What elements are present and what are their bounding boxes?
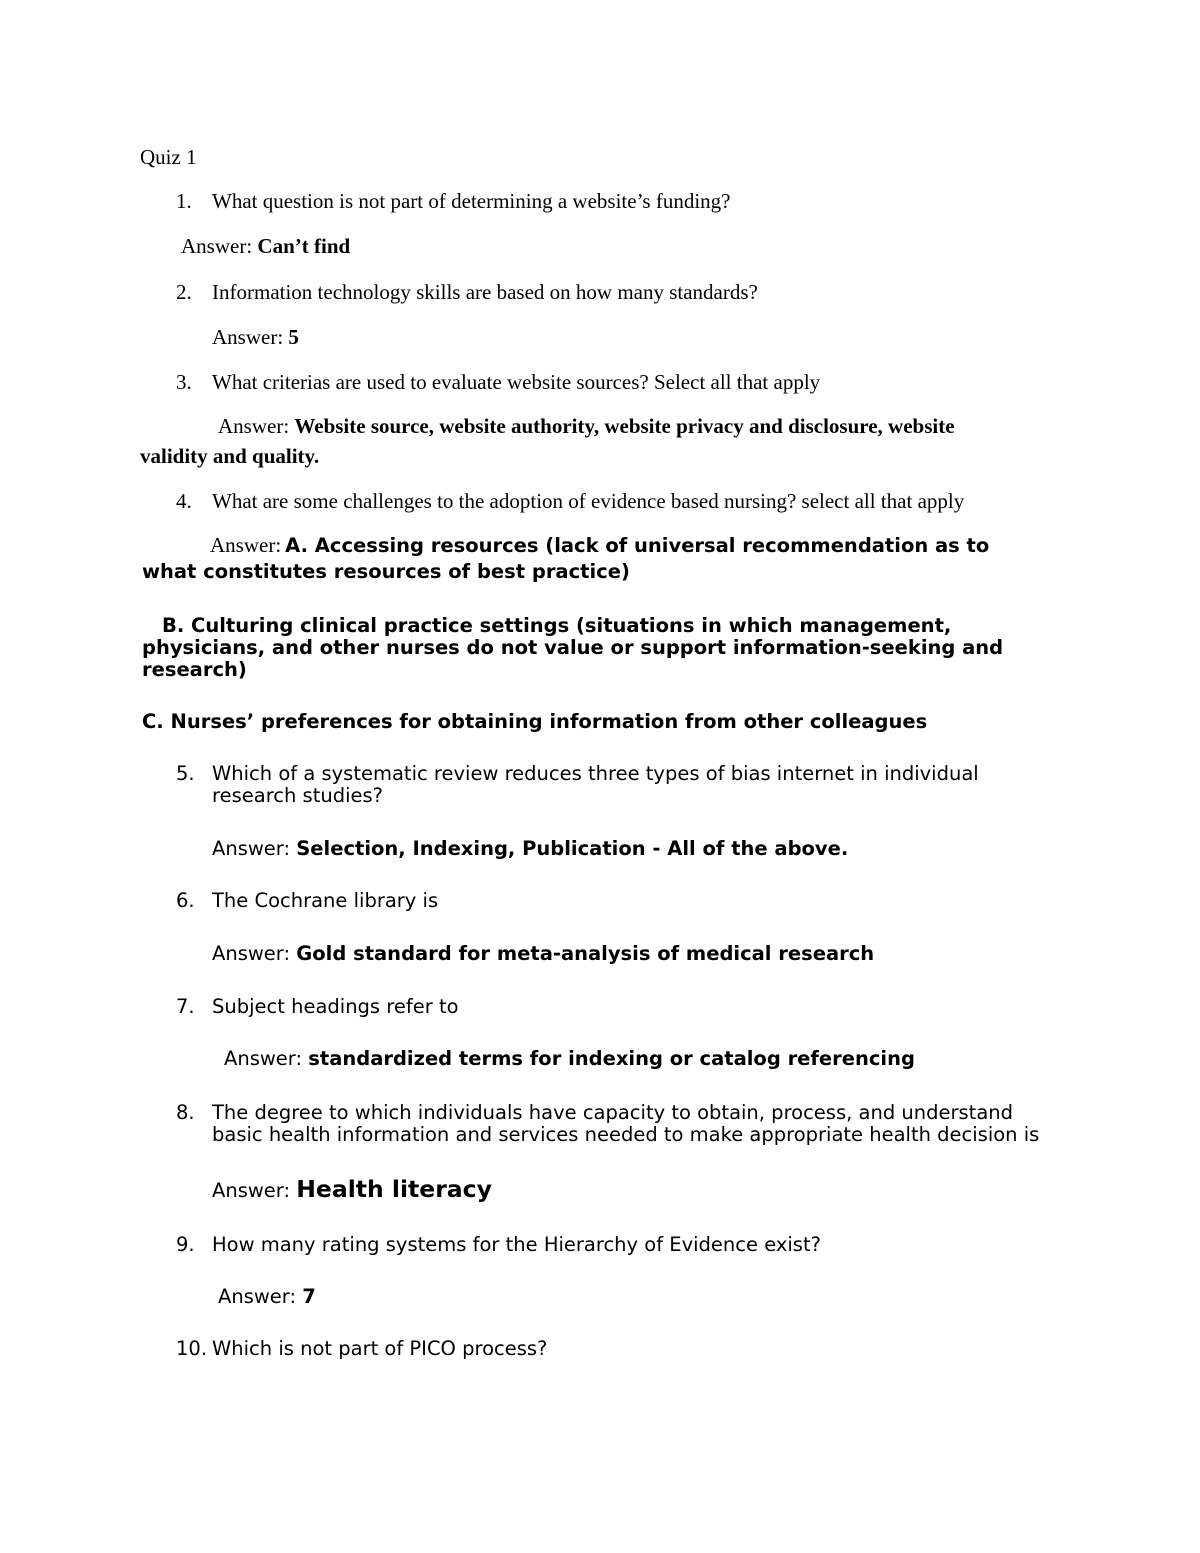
question-6-number: 6.: [176, 889, 195, 912]
answer-2-text: 5: [288, 325, 299, 349]
answer-8: [212, 1177, 492, 1203]
answer-1-text: Can’t find: [257, 234, 351, 258]
document-title: Quiz 1: [140, 145, 197, 169]
answer-6-text: Gold standard for meta-analysis of medical research: [296, 942, 875, 965]
answer-8-text: Health literacy: [296, 1175, 492, 1203]
answer-1-label: Answer:: [181, 234, 253, 258]
question-2-number: 2.: [176, 280, 192, 304]
question-8-number: 8.: [176, 1101, 195, 1124]
question-8-text-2: basic health information and services needed to make appropriate health decision is: [212, 1123, 1040, 1146]
question-3-number: 3.: [176, 370, 192, 394]
answer-7-text: standardized terms for indexing or catalog referencing: [308, 1047, 915, 1070]
question-1-number: 1.: [176, 189, 192, 213]
answer-4-label: Answer:: [210, 533, 282, 557]
question-10-number: 10.: [176, 1337, 208, 1360]
question-6-text: The Cochrane library is: [212, 889, 439, 912]
question-5-text-2: research studies?: [212, 784, 384, 807]
question-4-number: 4.: [176, 489, 192, 513]
question-2-text: Information technology skills are based on how many standards?: [212, 280, 758, 304]
answer-2: [212, 325, 299, 349]
answer-4-line-a1: [210, 533, 989, 560]
answer-4-option-b-1: B. Culturing clinical practice settings (situations in which management,: [162, 614, 952, 637]
answer-6: [212, 942, 874, 966]
answer-6-label: Answer:: [212, 942, 291, 965]
answer-7: [224, 1047, 915, 1071]
question-7-number: 7.: [176, 995, 195, 1018]
answer-3-text-1: Website source, website authority, website privacy and disclosure, website: [294, 414, 955, 438]
question-9-text: How many rating systems for the Hierarchy of Evidence exist?: [212, 1233, 821, 1256]
answer-3-line-1: [218, 414, 955, 438]
answer-8-label: Answer:: [212, 1179, 291, 1202]
answer-4-option-c: C. Nurses’ preferences for obtaining information from other colleagues: [142, 710, 928, 733]
question-8-text-1: The degree to which individuals have capacity to obtain, process, and understand: [212, 1101, 1014, 1124]
answer-4-option-a-2: what constitutes resources of best practice): [142, 560, 630, 583]
question-10-text: Which is not part of PICO process?: [212, 1337, 548, 1360]
answer-1: [181, 234, 350, 258]
question-9-number: 9.: [176, 1233, 195, 1256]
answer-2-label: Answer:: [212, 325, 284, 349]
answer-4-option-b-2: physicians, and other nurses do not value or support information-seeking and: [142, 636, 1004, 659]
question-5-text-1: Which of a systematic review reduces three types of bias internet in individual: [212, 762, 979, 785]
answer-9-label: Answer:: [218, 1285, 297, 1308]
question-5-number: 5.: [176, 762, 195, 785]
answer-5-label: Answer:: [212, 837, 291, 860]
answer-7-label: Answer:: [224, 1047, 303, 1070]
answer-4-option-b-3: research): [142, 658, 247, 681]
answer-4-option-a-1: A. Accessing resources (lack of universal recommendation as to: [285, 534, 990, 557]
answer-3-text-2: validity and quality.: [140, 444, 320, 468]
question-4-text: What are some challenges to the adoption of evidence based nursing? select all that apply: [212, 489, 965, 513]
answer-5-text: Selection, Indexing, Publication - All of the above.: [296, 837, 849, 860]
answer-9-text: 7: [302, 1285, 316, 1308]
question-7-text: Subject headings refer to: [212, 995, 459, 1018]
question-3-text: What criterias are used to evaluate website sources? Select all that apply: [212, 370, 821, 394]
answer-9: [218, 1285, 316, 1309]
answer-3-label: Answer:: [218, 414, 290, 438]
answer-5: [212, 837, 848, 861]
question-1-text: What question is not part of determining a website’s funding?: [212, 189, 731, 213]
